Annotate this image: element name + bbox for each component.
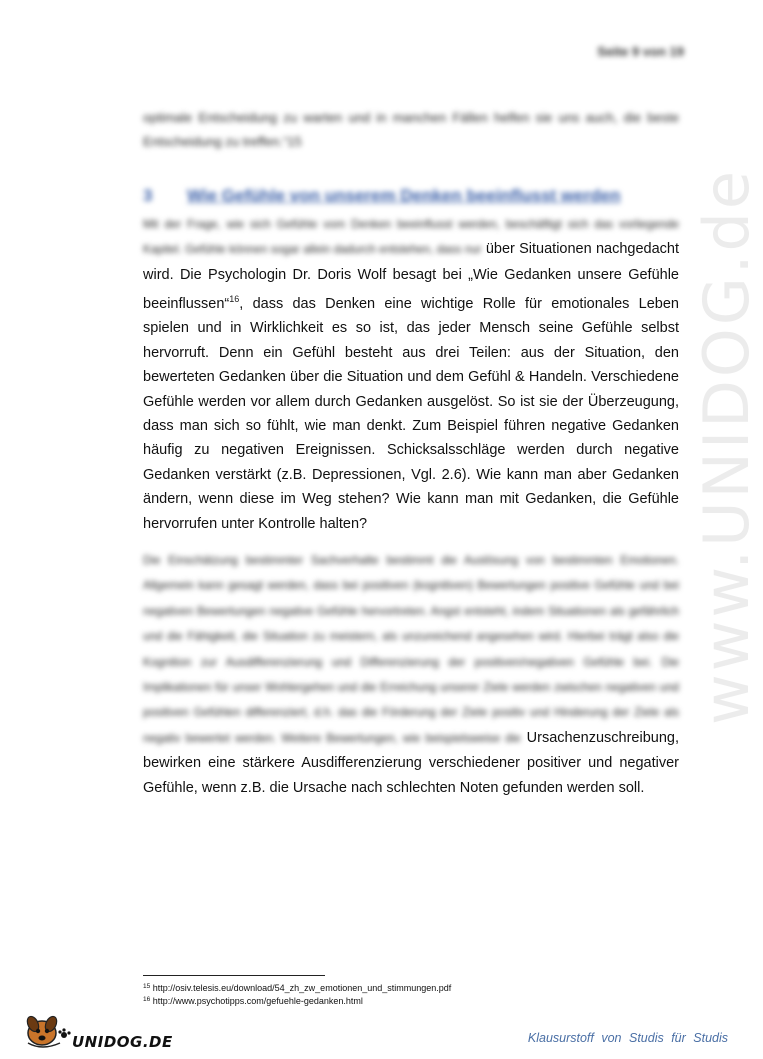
- footnote-ref-16[interactable]: 16: [229, 294, 240, 305]
- intro-text: optimale Entscheidung zu warten und in manchen Fällen helfen sie uns auch, die beste Entscheidung zu treffen.“15: [143, 110, 679, 149]
- watermark: www.UNIDOG.de: [690, 168, 763, 725]
- section-title: Wie Gefühle von unserem Denken beeinflusst werden: [187, 186, 621, 205]
- page-number: Seite 9 von 19: [597, 44, 684, 59]
- footnote-16-link[interactable]: http://www.psychotipps.com/gefuehle-gedanken.html: [152, 996, 363, 1006]
- footer-slogan: Klausurstoff von Studis für Studis: [527, 1031, 728, 1045]
- paragraph-1: [143, 212, 679, 536]
- paragraph-1-blurred-text: Mit der Frage, wie sich Gefühle vom Denken beeinflusst werden, beschäftigt sich das vorliegende Kapitel. Gefühle können sogar allein dadurch entstehen, dass nur: [143, 218, 679, 257]
- logo-text: UNIDOG.DE: [72, 1033, 173, 1051]
- footnote-15: $^{15}$ http://osiv.telesis.eu/download/54_zh_zw_emotionen_und_stimmungen.pdf: [143, 983, 452, 993]
- unidog-logo: [20, 1007, 173, 1051]
- footnote-15-link[interactable]: http://osiv.telesis.eu/download/54_zh_zw_emotionen_und_stimmungen.pdf: [152, 983, 452, 993]
- paragraph-1-text: über Situationen nachgedacht wird. Die Psychologin Dr. Doris Wolf besagt bei „Wie Gedanken unsere Gefühle beeinflussen“: [143, 241, 680, 313]
- dog-icon: [20, 1007, 80, 1049]
- paragraph-2: [143, 548, 679, 800]
- footnote-divider: [143, 975, 325, 976]
- paragraph-2-blurred-text: Die Einschätzung bestimmter Sachverhalte bestimmt die Auslösung von bestimmten Emotionen. Allgemein kann gesagt werden, dass bei positiven (kognitiven) Bewertungen positive Gefühle und bei negativen Bewertungen negative Gefühle hervortreten. Angst entsteht, indem Situationen als gefährlich und die Fähigkeit, die Situation zu meistern, als unzureichend angesehen wird. Hierbei trägt also die Kognition zur Ausdifferenzierung und Differenzierung der positiven/negativen Gefühle bei. Die Implikationen für unser Wohlergehen und die Erreichung unserer Ziele werden zwischen negativen und positiven Gefühlen differenziert, d.h. das die Förderung der Ziele positiv und Hinderung der Ziele als negativ bewertet werden. Weitere Bewertungen, wie beispielsweise die: [143, 554, 679, 745]
- footnotes: [143, 981, 683, 1007]
- section-heading: [143, 186, 683, 206]
- footnote-16: $^{16}$ http://www.psychotipps.com/gefuehle-gedanken.html: [143, 996, 363, 1006]
- section-number: 3: [143, 186, 153, 205]
- paragraph-1-text-cont: , dass das Denken eine wichtige Rolle für emotionales Leben spielen und in Wirklichkeit es so ist, das jeder Mensch seine Gefühle selbst hervorruft. Denn ein Gefühl besteht aus drei Teilen: aus der Situation, den bewerteten Gedanken über die Situation und dem Gefühl & Handeln. Verschiedene Gefühle werden vor allem durch Gedanken ausgelöst. So ist sie der Überzeugung, dass man sich so fühlt, wie man denkt. Zum Beispiel führen negative Gedanken häufig zu negativen Ereignissen. Schicksalsschläge werden durch negative Gedanken verstärkt (z.B. Depressionen, Vgl. 2.6). Wie kann man aber Gedanken ändern, wenn diese im Weg stehen? Wie kann man mit Gedanken, die Gefühle hervorrufen unter Kontrolle halten?: [143, 296, 679, 532]
- paragraph-2-text: Ursachenzuschreibung, bewirken eine stärkere Ausdifferenzierung verschiedener positiver und negativer Gefühle, wenn z.B. die Ursache nach schlechten Noten gefunden werden soll.: [143, 729, 680, 796]
